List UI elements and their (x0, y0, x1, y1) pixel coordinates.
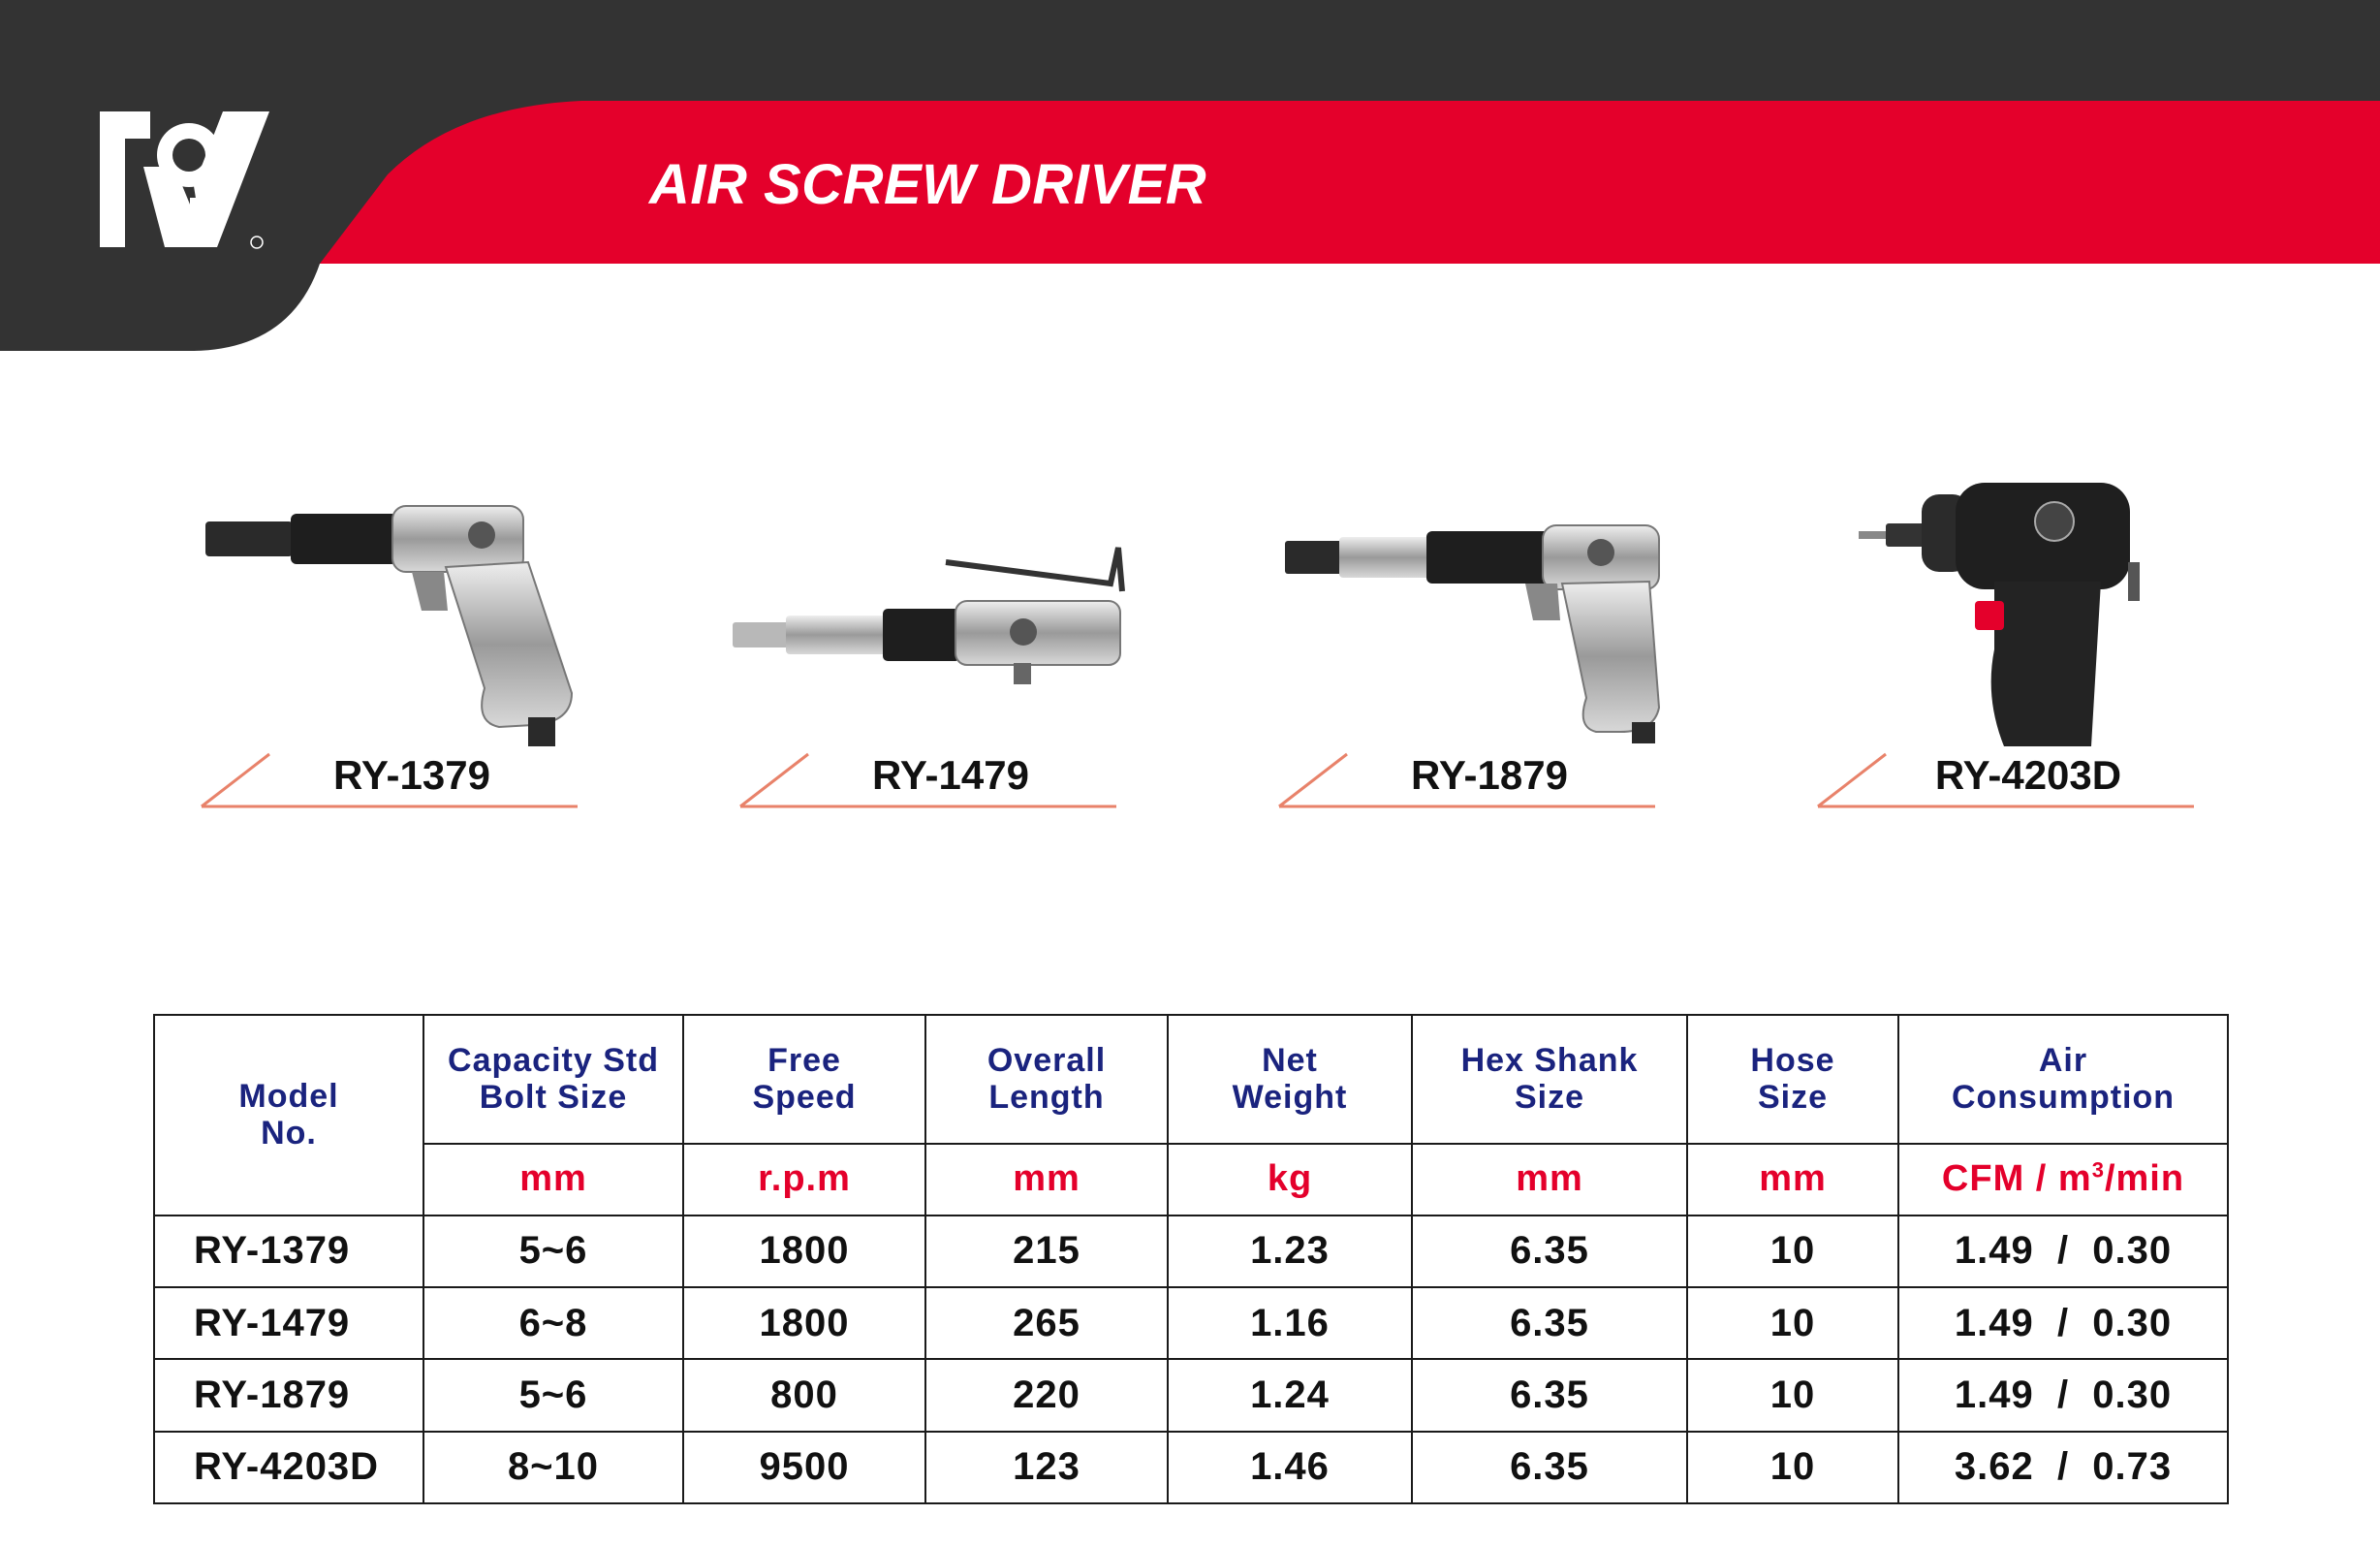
table-cell: RY-1379 (154, 1216, 423, 1287)
table-cell: 3.62 / 0.73 (1898, 1432, 2228, 1503)
unit-cell: mm (1412, 1144, 1687, 1216)
table-cell: 10 (1687, 1216, 1898, 1287)
table-cell: RY-1879 (154, 1359, 423, 1431)
table-row (154, 1287, 2228, 1359)
table-unit-row (154, 1144, 2228, 1216)
table-cell: 8~10 (423, 1432, 683, 1503)
table-cell: 1.23 (1168, 1216, 1412, 1287)
product-card (733, 456, 1140, 824)
table-cell: 1800 (683, 1216, 925, 1287)
table-cell: 6.35 (1412, 1216, 1687, 1287)
column-header: Hose Size (1687, 1015, 1898, 1144)
table-cell: 6.35 (1412, 1432, 1687, 1503)
table-cell: 800 (683, 1359, 925, 1431)
table-cell: 6~8 (423, 1287, 683, 1359)
unit-cell: kg (1168, 1144, 1412, 1216)
table-cell: 1.24 (1168, 1359, 1412, 1431)
table-cell: 5~6 (423, 1359, 683, 1431)
table-cell: 10 (1687, 1432, 1898, 1503)
product-card (1810, 456, 2217, 824)
table-cell: RY-1479 (154, 1287, 423, 1359)
table-cell: 220 (925, 1359, 1168, 1431)
column-header: Model No. (154, 1015, 423, 1216)
unit-cell: r.p.m (683, 1144, 925, 1216)
column-header: Overall Length (925, 1015, 1168, 1144)
table-cell: 6.35 (1412, 1287, 1687, 1359)
table-cell: 6.35 (1412, 1359, 1687, 1431)
table-row (154, 1216, 2228, 1287)
unit-cell: CFM / $m^3/\min$ (1898, 1144, 2228, 1216)
inline-screwdriver-icon (733, 456, 1140, 746)
table-cell: 5~6 (423, 1216, 683, 1287)
product-card (1271, 456, 1678, 824)
table-row (154, 1432, 2228, 1503)
product-card (194, 456, 601, 824)
table-cell: 1.46 (1168, 1432, 1412, 1503)
ry-brand-logo-icon (97, 109, 271, 254)
pistol-screwdriver-icon (194, 456, 601, 746)
table-cell: 215 (925, 1216, 1168, 1287)
unit-cell: mm (423, 1144, 683, 1216)
product-model-label: RY-1379 (333, 752, 490, 798)
product-model-label: RY-1879 (1411, 752, 1568, 798)
table-cell: 9500 (683, 1432, 925, 1503)
unit-cell: mm (1687, 1144, 1898, 1216)
pistol-screwdriver-icon (1271, 456, 1678, 746)
table-cell: 265 (925, 1287, 1168, 1359)
product-model-label: RY-1479 (872, 752, 1029, 798)
table-cell: 1.49 / 0.30 (1898, 1287, 2228, 1359)
page-title: AIR SCREW DRIVER (649, 153, 1207, 216)
compact-pistol-screwdriver-icon (1810, 456, 2217, 746)
table-header-row (154, 1015, 2228, 1144)
unit-cell: mm (925, 1144, 1168, 1216)
table-cell: 10 (1687, 1359, 1898, 1431)
table-cell: 10 (1687, 1287, 1898, 1359)
table-cell: RY-4203D (154, 1432, 423, 1503)
column-header: Air Consumption (1898, 1015, 2228, 1144)
table-cell: 1800 (683, 1287, 925, 1359)
table-cell: 1.49 / 0.30 (1898, 1216, 2228, 1287)
table-row (154, 1359, 2228, 1431)
column-header: Hex Shank Size (1412, 1015, 1687, 1144)
table-cell: 1.16 (1168, 1287, 1412, 1359)
table-cell: 1.49 / 0.30 (1898, 1359, 2228, 1431)
spec-table (153, 1014, 2229, 1504)
column-header: Capacity Std Bolt Size (423, 1015, 683, 1144)
column-header: Free Speed (683, 1015, 925, 1144)
column-header: Net Weight (1168, 1015, 1412, 1144)
product-model-label: RY-4203D (1934, 752, 2122, 798)
table-cell: 123 (925, 1432, 1168, 1503)
